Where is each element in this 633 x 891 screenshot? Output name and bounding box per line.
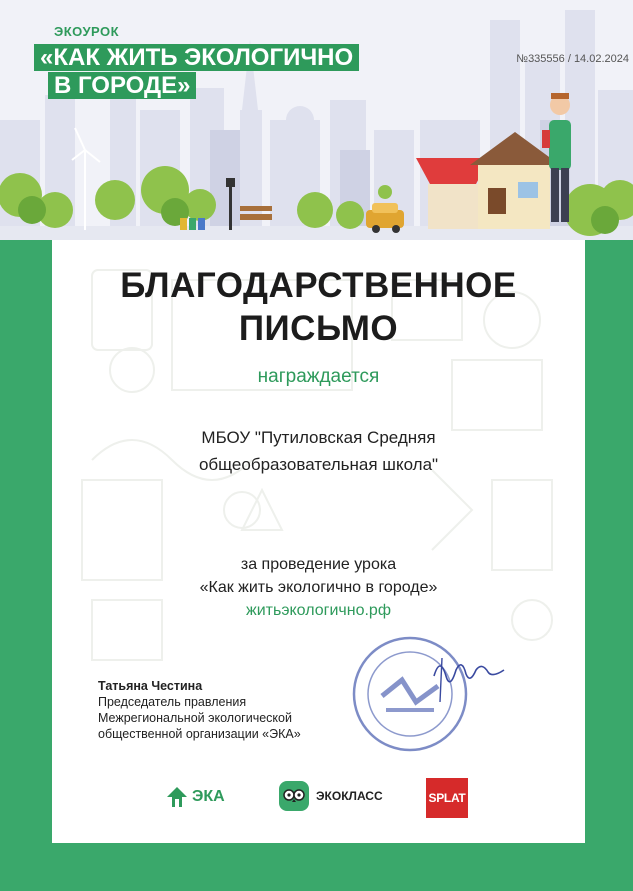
signer-role-line2: Межрегиональной экологической <box>98 711 292 725</box>
award-reason <box>52 553 585 599</box>
certificate-card <box>52 240 585 843</box>
stamp-seal <box>346 636 516 756</box>
header-illustration <box>0 0 633 240</box>
splat-logo <box>426 778 468 818</box>
course-title-line2: В ГОРОДЕ» <box>48 72 196 99</box>
signer-name: Татьяна Честина <box>98 679 203 693</box>
heading-line1: БЛАГОДАРСТВЕННОЕ <box>120 266 517 305</box>
awarded-text: награждается <box>257 366 380 387</box>
heading-line2: ПИСЬМО <box>238 309 399 348</box>
owl-icon <box>278 780 310 812</box>
certificate-heading <box>52 264 585 350</box>
ekoklass-logo <box>278 780 383 812</box>
ekoklass-logo-text: ЭКОКЛАСС <box>316 789 383 803</box>
splat-logo-text: SPLAT <box>428 791 466 805</box>
reason-line2: «Как жить экологично в городе» <box>199 579 438 596</box>
reason-line1: за проведение урока <box>240 556 397 573</box>
course-title <box>34 44 359 100</box>
website-link[interactable]: житьэкологично.рф <box>246 602 391 619</box>
partner-logos <box>52 776 585 820</box>
signer-role-line1: Председатель правления <box>98 695 247 709</box>
course-title-line1: «КАК ЖИТЬ ЭКОЛОГИЧНО <box>34 44 359 71</box>
signer-block <box>98 678 301 742</box>
recipient-name <box>52 424 585 478</box>
eka-logo-text: ЭКА <box>192 788 225 805</box>
handwritten-signature <box>434 665 504 682</box>
signer-role-line3: общественной организации «ЭКА» <box>98 727 301 741</box>
course-label: ЭКОУРОК <box>54 24 120 39</box>
recipient-line2: общеобразовательная школа" <box>198 455 439 474</box>
eka-logo <box>166 786 225 808</box>
certificate-number: №335556 / 14.02.2024 <box>516 53 629 65</box>
recipient-line1: МБОУ "Путиловская Средняя <box>201 428 436 447</box>
tree-icon <box>166 786 188 808</box>
